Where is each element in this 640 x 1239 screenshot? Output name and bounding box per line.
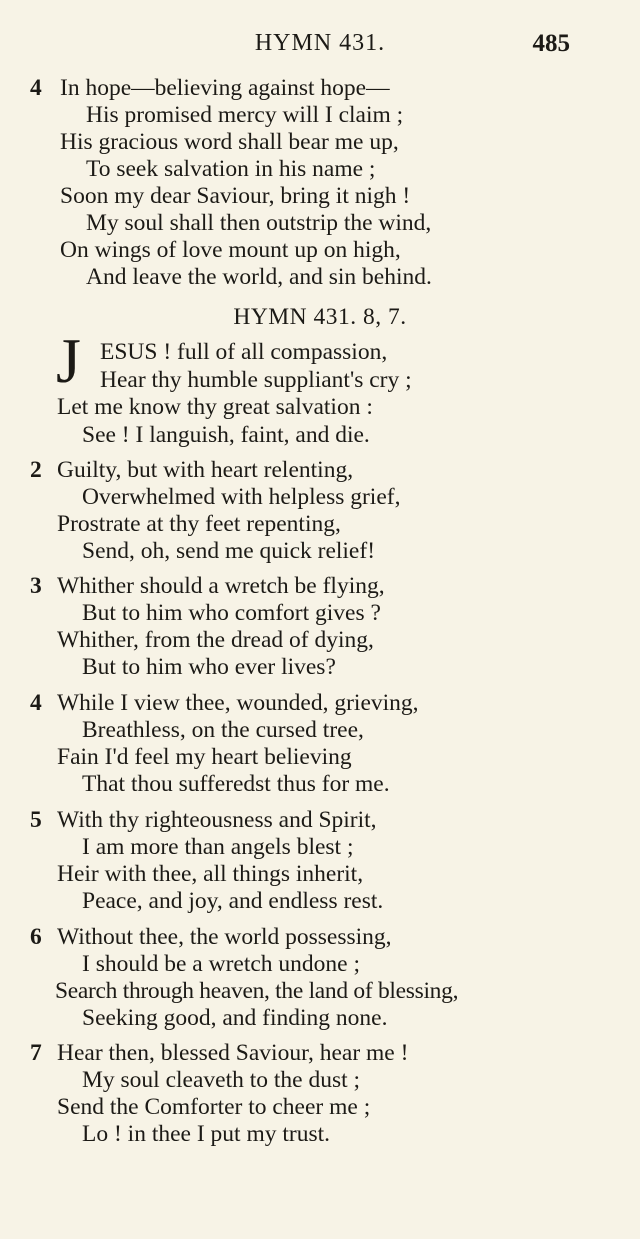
verse-line: Seeking good, and finding none. — [82, 1005, 388, 1031]
verse-line: Soon my dear Saviour, bring it nigh ! — [60, 183, 411, 209]
hymn-heading: HYMN 431. 8, 7. — [233, 304, 407, 330]
verse-line: Send the Comforter to cheer me ; — [57, 1094, 371, 1120]
verse-line: Fain I'd feel my heart believing — [57, 744, 352, 770]
verse-number: 5 — [30, 807, 42, 833]
verse-line: Hear then, blessed Saviour, hear me ! — [57, 1040, 409, 1066]
verse-line: Whither should a wretch be flying, — [57, 573, 385, 599]
verse-line: His promised mercy will I claim ; — [86, 102, 404, 128]
verse-line: Lo ! in thee I put my trust. — [82, 1121, 331, 1147]
verse-line: But to him who ever lives? — [82, 654, 336, 680]
drop-cap: J — [56, 325, 81, 396]
verse-line: Breathless, on the cursed tree, — [82, 717, 364, 743]
verse-line: While I view thee, wounded, grieving, — [57, 690, 419, 716]
verse-line: But to him who comfort gives ? — [82, 600, 381, 626]
verse-line: Heir with thee, all things inherit, — [57, 861, 364, 887]
verse-line: On wings of love mount up on high, — [60, 237, 401, 263]
verse-number: 2 — [30, 457, 42, 483]
verse-line: Peace, and joy, and endless rest. — [82, 888, 384, 914]
verse-line: Overwhelmed with helpless grief, — [82, 484, 401, 510]
verse-line: Let me know thy great salvation : — [57, 394, 373, 420]
verse-line: Search through heaven, the land of blessing, — [55, 978, 459, 1004]
page-number: 485 — [532, 30, 570, 57]
verse-number: 7 — [30, 1040, 42, 1066]
verse-line: To seek salvation in his name ; — [86, 156, 376, 182]
verse-line: Guilty, but with heart relenting, — [57, 457, 354, 483]
verse-line: Whither, from the dread of dying, — [57, 627, 374, 653]
verse-line: In hope—believing against hope— — [60, 75, 390, 101]
running-head — [0, 30, 640, 64]
verse-line: ESUS ! full of all compassion, — [100, 339, 388, 365]
verse-line: Without thee, the world possessing, — [57, 924, 392, 950]
verse-number: 3 — [30, 573, 42, 599]
verse-line: I am more than angels blest ; — [82, 834, 354, 860]
verse-line: My soul cleaveth to the dust ; — [82, 1067, 361, 1093]
verse-line: With thy righteousness and Spirit, — [57, 807, 377, 833]
running-title: HYMN 431. — [254, 30, 386, 56]
verse-line: His gracious word shall bear me up, — [60, 129, 399, 155]
verse-line: Hear thy humble suppliant's cry ; — [100, 367, 412, 393]
verse-line: Send, oh, send me quick relief! — [82, 538, 376, 564]
verse-line: I should be a wretch undone ; — [82, 951, 361, 977]
verse-number: 4 — [30, 690, 42, 716]
verse-line: Prostrate at thy feet repenting, — [57, 511, 341, 537]
verse-line: See ! I languish, faint, and die. — [82, 422, 370, 448]
verse-line: That thou sufferedst thus for me. — [82, 771, 390, 797]
verse-line: My soul shall then outstrip the wind, — [86, 210, 432, 236]
verse-number: 6 — [30, 924, 42, 950]
verse-number: 4 — [30, 75, 42, 101]
verse-line: And leave the world, and sin behind. — [86, 264, 432, 290]
